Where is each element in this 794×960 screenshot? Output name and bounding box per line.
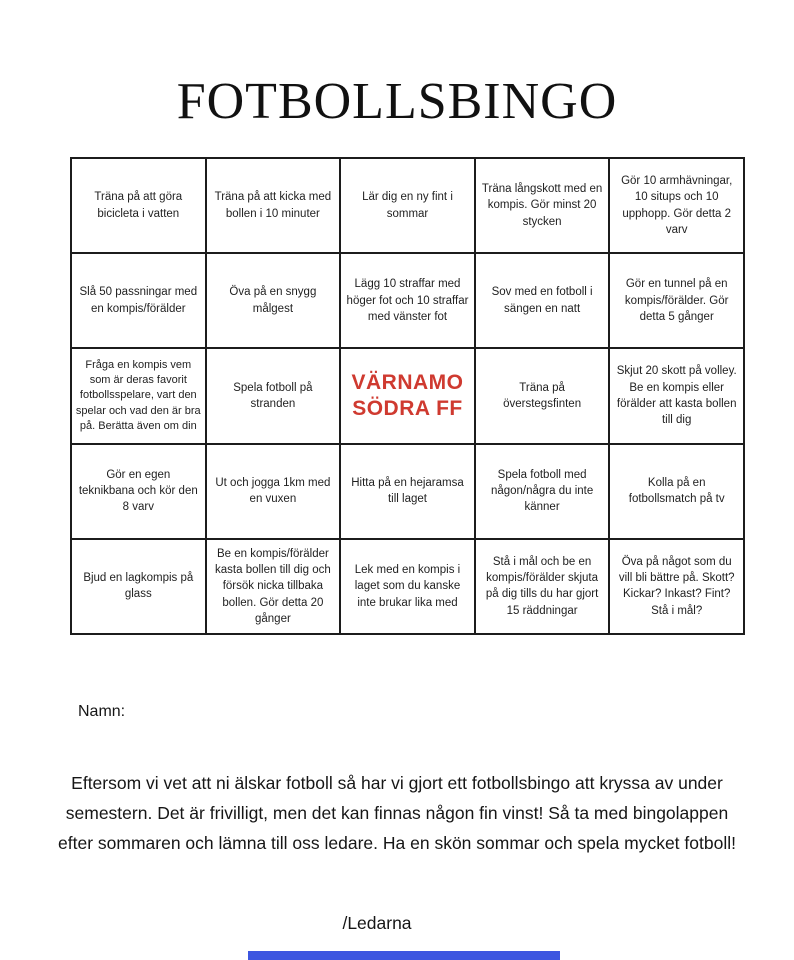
name-label: Namn: bbox=[78, 703, 126, 720]
bingo-cell: Lär dig en ny fint i sommar bbox=[340, 158, 475, 253]
bingo-cell: Spela fotboll med någon/några du inte känner bbox=[475, 444, 610, 539]
intro-paragraph: Eftersom vi vet att ni älskar fotboll så har vi gjort ett fotbollsbingo att kryssa av under semestern. Det är frivilligt, men det kan finnas någon fin vinst! Så ta med bingolappen efter sommaren och lämna till oss ledare. Ha en skön sommar och spela mycket fotboll! bbox=[58, 773, 736, 854]
bingo-cell: Hitta på en hejaramsa till laget bbox=[340, 444, 475, 539]
bingo-cell: Gör 10 armhävningar, 10 situps och 10 upphopp. Gör detta 2 varv bbox=[609, 158, 744, 253]
bingo-cell: Stå i mål och be en kompis/förälder skjuta på dig tills du har gjort 15 räddningar bbox=[475, 539, 610, 634]
bingo-cell: Ut och jogga 1km med en vuxen bbox=[206, 444, 341, 539]
signature: /Ledarna bbox=[342, 913, 412, 933]
bingo-center-cell: VÄRNAMO SÖDRA FF bbox=[340, 348, 475, 443]
bingo-cell: Gör en egen teknikbana och kör den 8 varv bbox=[71, 444, 206, 539]
bingo-cell: Öva på en snygg målgest bbox=[206, 253, 341, 348]
bingo-cell: Kolla på en fotbollsmatch på tv bbox=[609, 444, 744, 539]
bingo-cell: Spela fotboll på stranden bbox=[206, 348, 341, 443]
bingo-cell: Träna på överstegsfinten bbox=[475, 348, 610, 443]
bingo-cell: Slå 50 passningar med en kompis/förälder bbox=[71, 253, 206, 348]
bingo-cell: Öva på något som du vill bli bättre på. Skott? Kickar? Inkast? Fint? Stå i mål? bbox=[609, 539, 744, 634]
bingo-cell: Skjut 20 skott på volley. Be en kompis eller förälder att kasta bollen till dig bbox=[609, 348, 744, 443]
bingo-cell: Träna på att kicka med bollen i 10 minuter bbox=[206, 158, 341, 253]
bingo-cell: Gör en tunnel på en kompis/förälder. Gör detta 5 gånger bbox=[609, 253, 744, 348]
bingo-cell: Sov med en fotboll i sängen en natt bbox=[475, 253, 610, 348]
bingo-cell: Be en kompis/förälder kasta bollen till dig och försök nicka tillbaka bollen. Gör detta 20 gånger bbox=[206, 539, 341, 634]
bingo-cell: Träna långskott med en kompis. Gör minst 20 stycken bbox=[475, 158, 610, 253]
bingo-cell: Fråga en kompis vem som är deras favorit fotbollsspelare, vart den spelar och vad den är bra på. Berätta även om din bbox=[71, 348, 206, 443]
bingo-grid bbox=[70, 157, 745, 635]
bingo-cell: Träna på att göra bicicleta i vatten bbox=[71, 158, 206, 253]
page-title: FOTBOLLSBINGO bbox=[176, 73, 618, 130]
bingo-cell: Lägg 10 straffar med höger fot och 10 straffar med vänster fot bbox=[340, 253, 475, 348]
bingo-cell: Bjud en lagkompis på glass bbox=[71, 539, 206, 634]
bottom-bar bbox=[248, 951, 560, 960]
bingo-cell: Lek med en kompis i laget som du kanske inte brukar lika med bbox=[340, 539, 475, 634]
